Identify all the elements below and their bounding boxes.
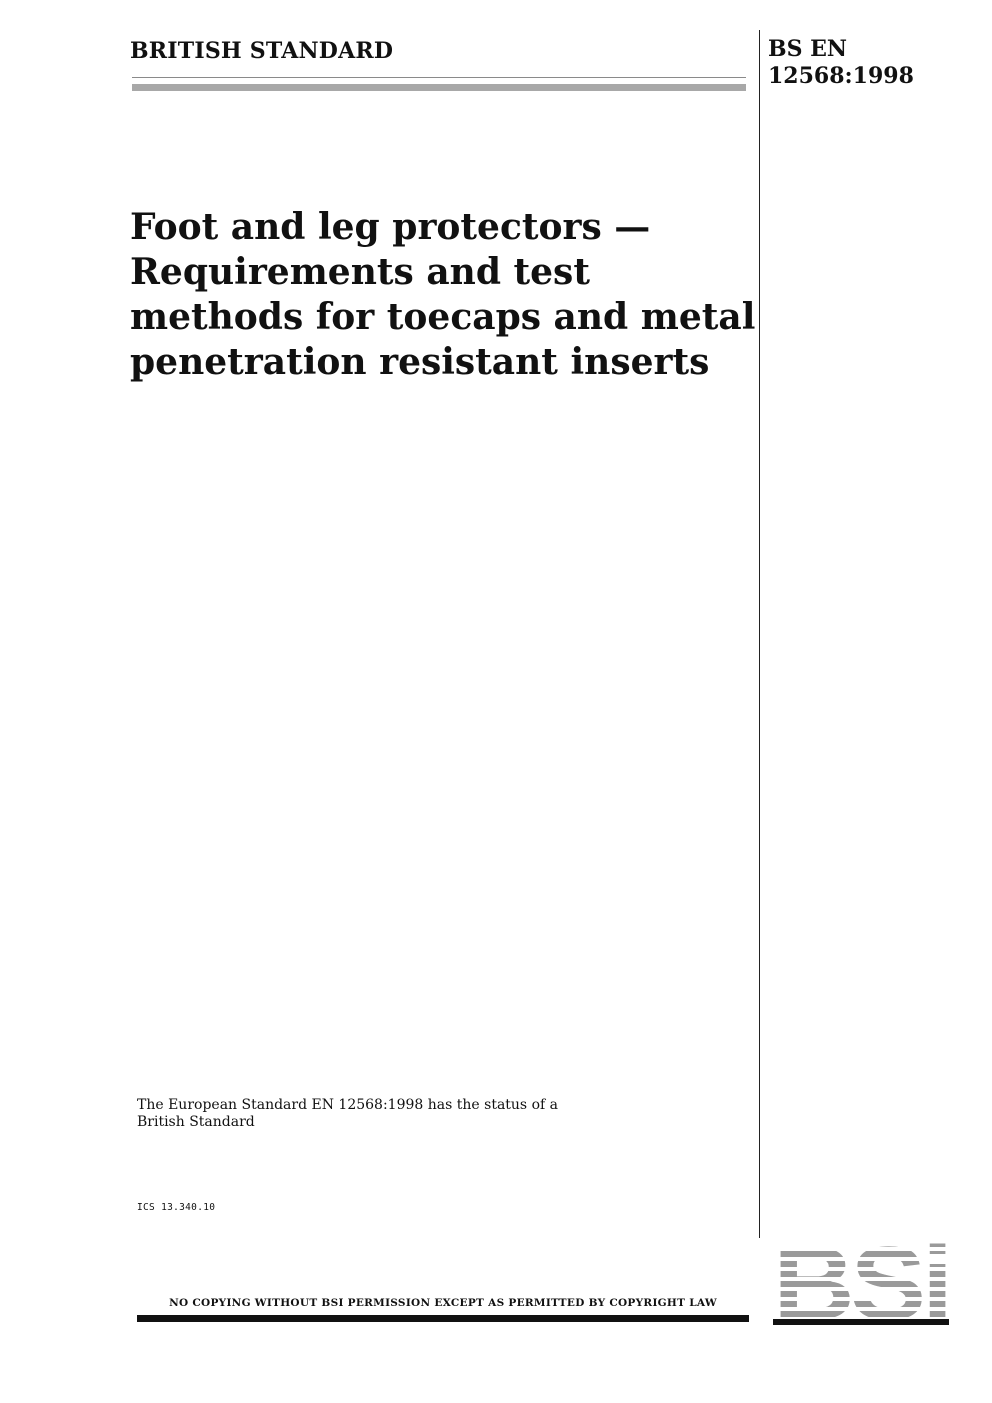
standard-number (768, 36, 914, 90)
ics-code: ICS 13.340.10 (137, 1202, 216, 1213)
title-line: Foot and leg protectors — (130, 206, 651, 248)
footer-rule (137, 1315, 749, 1322)
title-line: methods for toecaps and metal (130, 296, 756, 338)
document-title (130, 205, 756, 385)
header-rule-thick (132, 84, 746, 91)
header-rule-thin (132, 77, 746, 78)
standard-number-line: 12568:1998 (768, 63, 914, 89)
status-note-line: The European Standard EN 12568:1998 has the status of a (137, 1097, 558, 1113)
title-line: Requirements and test (130, 251, 590, 293)
copyright-notice: NO COPYING WITHOUT BSI PERMISSION EXCEPT AS PERMITTED BY COPYRIGHT LAW (169, 1297, 717, 1309)
bsi-logo-icon (773, 1241, 949, 1325)
title-line: penetration resistant inserts (130, 341, 710, 383)
document-header-label: BRITISH STANDARD (130, 38, 394, 64)
standard-number-line: BS EN (768, 36, 848, 62)
vertical-divider (759, 30, 760, 1238)
status-note (137, 1097, 577, 1131)
status-note-line: British Standard (137, 1114, 255, 1130)
